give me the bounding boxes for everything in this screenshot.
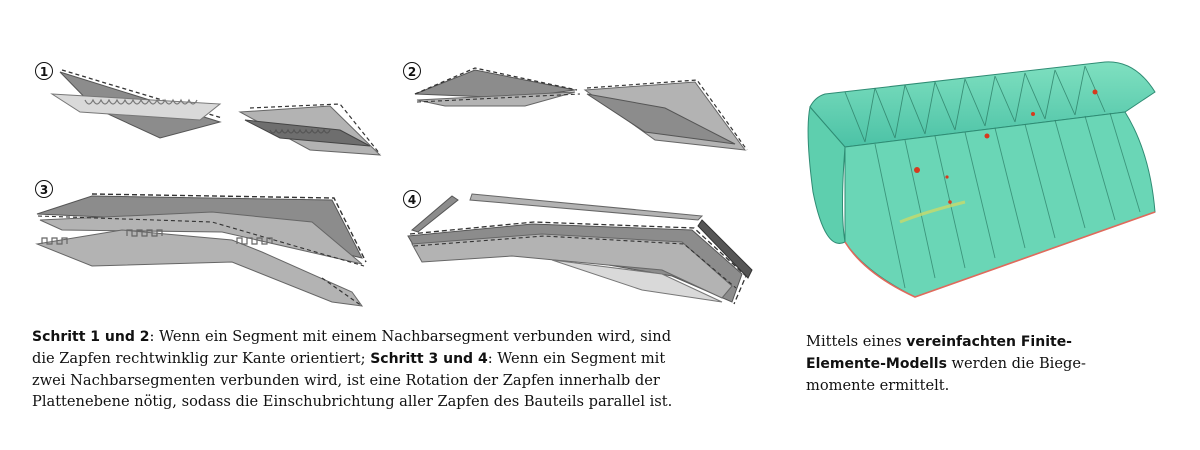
step-2-badge: 2 <box>403 62 421 80</box>
caption-right-line-2 <box>806 353 1166 375</box>
caption-bold: Schritt 1 und 2 <box>32 329 150 345</box>
caption-bold: Schritt 3 und 4 <box>370 351 488 367</box>
caption-right <box>806 331 1166 396</box>
caption-text: die Zapfen rechtwinklig zur Kante orientiert; <box>32 350 371 367</box>
caption-text: Plattenebene nötig, sodass die Einschubrichtung aller Zapfen des Bauteils parallel ist. <box>32 393 673 410</box>
fe-model-drawing <box>805 52 1165 302</box>
caption-bold: vereinfachten Finite- <box>906 334 1072 350</box>
step-4-badge: 4 <box>403 190 421 208</box>
caption-text: : Wenn ein Segment mit einem Nachbarsegment verbunden wird, sind <box>149 328 672 345</box>
caption-left <box>32 326 792 412</box>
step-3-drawing <box>32 182 372 312</box>
caption-left-line-2 <box>32 348 792 370</box>
caption-text: : Wenn ein Segment mit <box>487 350 666 367</box>
step-1-badge: 1 <box>35 62 53 80</box>
caption-right-line-1 <box>806 331 1166 353</box>
step-2-drawing <box>405 62 765 162</box>
caption-left-line-4 <box>32 391 792 412</box>
caption-left-line-1 <box>32 326 792 348</box>
caption-text: werden die Biege- <box>946 355 1086 372</box>
step-3-badge: 3 <box>35 180 53 198</box>
caption-bold: Elemente-Modells <box>806 356 947 372</box>
caption-right-line-3 <box>806 375 1166 396</box>
caption-text: zwei Nachbarsegmenten verbunden wird, ist eine Rotation der Zapfen innerhalb der <box>32 372 660 389</box>
caption-text: momente ermittelt. <box>806 377 950 394</box>
step-1-drawing <box>40 60 440 170</box>
caption-left-line-3 <box>32 370 792 391</box>
step-4-drawing <box>402 190 762 320</box>
caption-text: Mittels eines <box>806 333 907 350</box>
